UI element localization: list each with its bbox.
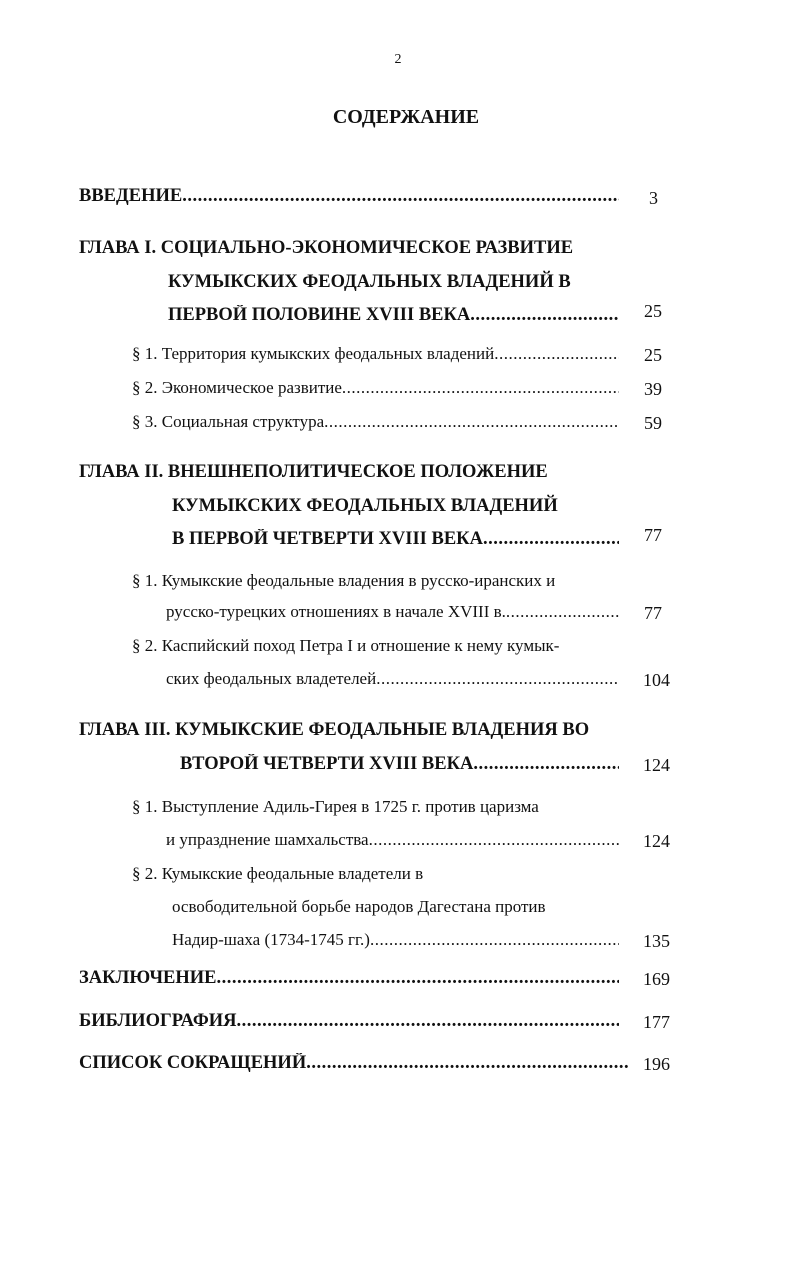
dot-leader (483, 529, 619, 550)
dot-leader (470, 305, 619, 326)
toc-entry-bibliography[interactable] (79, 1011, 619, 1037)
entry-text: § 3. Социальная структура (132, 412, 325, 431)
page-ref: 77 (644, 525, 662, 545)
ch3-sec1-line1[interactable]: § 1. Выступление Адиль-Гирея в 1725 г. против царизма (132, 797, 539, 816)
entry-text: ВВЕДЕНИЕ (79, 186, 183, 206)
page-ref: 77 (644, 603, 662, 623)
ch3-sec2-line2: освободительной борьбе народов Дагестана против (172, 897, 546, 916)
toc-entry-ch1-sec1[interactable] (132, 344, 619, 370)
toc-entry-chapter3[interactable] (180, 754, 619, 780)
toc-entry-ch1-sec2[interactable] (132, 378, 619, 404)
entry-text: ВТОРОЙ ЧЕТВЕРТИ XVIII ВЕКА (180, 754, 474, 774)
page-ref: 59 (644, 413, 662, 433)
page-ref: 25 (644, 301, 662, 321)
ch2-sec2-line1[interactable]: § 2. Каспийский поход Петра I и отношение к нему кумык- (132, 636, 560, 655)
toc-entry-chapter1[interactable] (168, 305, 619, 331)
ch3-sec2-line1[interactable]: § 2. Кумыкские феодальные владетели в (132, 864, 424, 883)
page-ref: 196 (643, 1054, 670, 1074)
page-ref: 104 (643, 670, 670, 690)
page-number: 2 (394, 52, 402, 67)
dot-leader (369, 830, 619, 850)
dot-leader (506, 602, 619, 622)
chapter2-line2: КУМЫКСКИХ ФЕОДАЛЬНЫХ ВЛАДЕНИЙ (172, 496, 558, 516)
dot-leader (182, 186, 619, 207)
page-ref: 3 (649, 188, 658, 208)
chapter1-line1[interactable]: ГЛАВА I. СОЦИАЛЬНО-ЭКОНОМИЧЕСКОЕ РАЗВИТИЕ (79, 238, 574, 258)
entry-text: СПИСОК СОКРАЩЕНИЙ (79, 1053, 307, 1073)
dot-leader (237, 1011, 620, 1032)
toc-entry-ch2-sec2[interactable] (166, 669, 619, 695)
toc-title: СОДЕРЖАНИЕ (332, 106, 480, 128)
toc-entry-ch3-sec2[interactable] (172, 930, 619, 956)
entry-text: § 1. Территория кумыкских феодальных владений (132, 344, 495, 363)
entry-text: ЗАКЛЮЧЕНИЕ (79, 968, 217, 988)
page-ref: 169 (643, 969, 670, 989)
toc-entry-conclusion[interactable] (79, 968, 619, 994)
ch2-sec1-line1[interactable]: § 1. Кумыкские феодальные владения в русско-иранских и (132, 571, 556, 590)
entry-text: русско-турецких отношениях в начале XVIII в. (166, 602, 506, 621)
page-ref: 25 (644, 345, 662, 365)
dot-leader (306, 1053, 628, 1074)
page-ref: 124 (643, 831, 670, 851)
dot-leader (324, 412, 619, 432)
chapter3-line1[interactable]: ГЛАВА III. КУМЫКСКИЕ ФЕОДАЛЬНЫЕ ВЛАДЕНИЯ ВО (79, 720, 590, 740)
entry-text: ПЕРВОЙ ПОЛОВИНЕ XVIII ВЕКА (168, 305, 471, 325)
page-ref: 177 (643, 1012, 670, 1032)
toc-entry-intro[interactable] (79, 186, 619, 212)
page-ref: 39 (644, 379, 662, 399)
toc-entry-ch1-sec3[interactable] (132, 412, 619, 438)
entry-text: ских феодальных владетелей (166, 669, 377, 688)
page-ref: 124 (643, 755, 670, 775)
dot-leader (217, 968, 620, 989)
dot-leader (473, 754, 619, 775)
dot-leader (342, 378, 619, 398)
chapter2-line1[interactable]: ГЛАВА II. ВНЕШНЕПОЛИТИЧЕСКОЕ ПОЛОЖЕНИЕ (79, 462, 548, 482)
toc-entry-chapter2[interactable] (172, 529, 619, 555)
entry-text: БИБЛИОГРАФИЯ (79, 1011, 237, 1031)
entry-text: Надир-шаха (1734-1745 гг.) (172, 930, 370, 949)
entry-text: § 2. Экономическое развитие (132, 378, 342, 397)
toc-entry-ch3-sec1[interactable] (166, 830, 619, 856)
chapter1-line2: КУМЫКСКИХ ФЕОДАЛЬНЫХ ВЛАДЕНИЙ В (168, 272, 571, 292)
entry-text: В ПЕРВОЙ ЧЕТВЕРТИ XVIII ВЕКА (172, 529, 483, 549)
page-ref: 135 (643, 931, 670, 951)
dot-leader (370, 930, 619, 950)
entry-text: и упразднение шамхальства (166, 830, 369, 849)
toc-entry-ch2-sec1[interactable] (166, 602, 619, 628)
toc-entry-abbreviations[interactable] (79, 1053, 628, 1079)
dot-leader (494, 344, 619, 364)
dot-leader (376, 669, 619, 689)
